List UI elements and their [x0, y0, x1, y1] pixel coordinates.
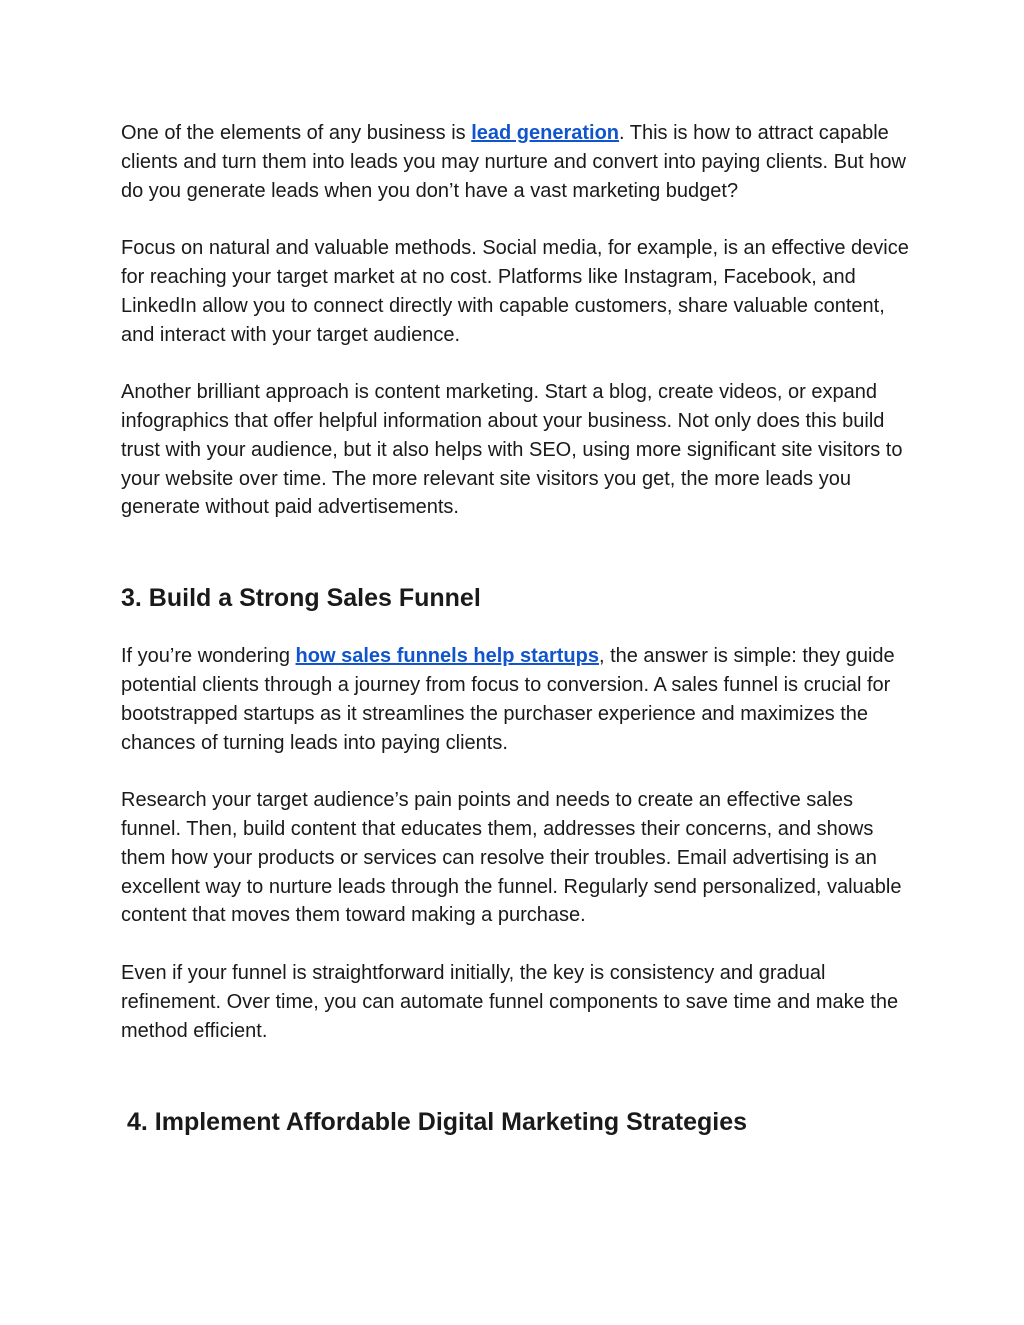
paragraph-sales-funnels: [121, 642, 911, 757]
paragraph-refinement: Even if your funnel is straightforward initially, the key is consistency and gradual refinement. Over time, you can automate funnel components to save time and make the method efficient.: [121, 961, 899, 1042]
section-heading-digital-marketing: 4. Implement Affordable Digital Marketing Strategies: [127, 1108, 748, 1137]
paragraph-text: , the answer is simple: they guide potential clients through a journey from focus to conversion. A sales funnel is crucial for bootstrapped startups as it streamlines the purchaser experience and maximizes the chances of turning leads into paying clients.: [121, 645, 895, 754]
paragraph-text: One of the elements of any business is: [121, 122, 472, 144]
paragraph-lead-generation: [121, 119, 911, 205]
lead-generation-link[interactable]: lead generation: [471, 122, 620, 144]
paragraph-content-marketing: Another brilliant approach is content marketing. Start a blog, create videos, or expand infographics that offer helpful information about your business. Not only does this build trust with your audience, but it also helps with SEO, using more significant site visitors to your website over time. The more relevant site visitors you get, the more leads you generate without paid advertisements.: [121, 381, 903, 519]
sales-funnels-link[interactable]: how sales funnels help startups: [295, 645, 599, 668]
paragraph-research-audience: Research your target audience’s pain points and needs to create an effective sales funnel. Then, build content that educates them, addresses their concerns, and shows them how your products or services can resolve their troubles. Email advertising is an excellent way to nurture leads through the funnel. Regularly send personalized, valuable content that moves them toward making a purchase.: [121, 789, 902, 927]
paragraph-text: . This is how to attract capable clients and turn them into leads you may nurture and convert into paying clients. But how do you generate leads when you don’t have a vast marketing budget?: [121, 122, 906, 202]
paragraph-natural-methods: Focus on natural and valuable methods. Social media, for example, is an effective device for reaching your target market at no cost. Platforms like Instagram, Facebook, and LinkedIn allow you to connect directly with capable customers, share valuable content, and interact with your target audience.: [121, 237, 909, 346]
section-heading-sales-funnel: 3. Build a Strong Sales Funnel: [121, 584, 481, 613]
paragraph-text: If you’re wondering: [121, 645, 296, 668]
document-page: [121, 119, 911, 1138]
